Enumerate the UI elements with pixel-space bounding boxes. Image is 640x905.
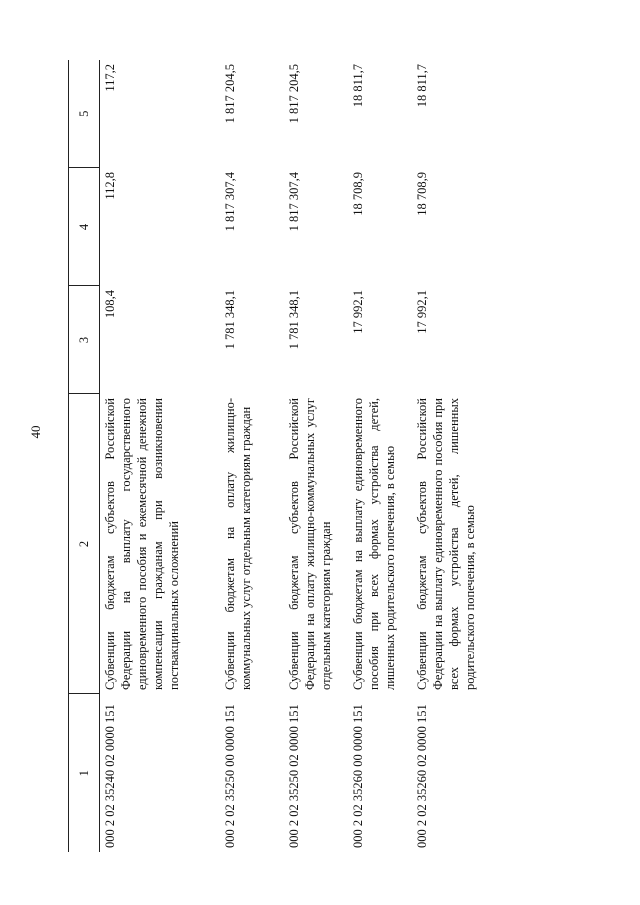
value-col4: 18 708,9 — [350, 172, 365, 216]
value-col4: 1 817 307,4 — [222, 172, 237, 232]
item-name: Субвенции бюджетам на выплату единовременного пособия при всех формах устройства детей, лишенных родительского попечения, в семью — [350, 398, 397, 690]
column-header-1: 1 — [69, 694, 100, 852]
value-col4: 1 817 307,4 — [286, 172, 301, 232]
rotated-table-container — [68, 60, 568, 852]
value-col5: 18 811,7 — [350, 64, 365, 108]
value-col4: 18 708,9 — [414, 172, 429, 216]
page-number: 40 — [28, 425, 43, 439]
table-row — [284, 60, 348, 852]
value-col5: 117,2 — [103, 64, 117, 92]
budget-code: 000 2 02 35240 02 0000 151 — [103, 704, 117, 848]
budget-code: 000 2 02 35260 00 0000 151 — [350, 704, 365, 848]
column-header-5: 5 — [69, 60, 100, 168]
budget-code: 000 2 02 35260 02 0000 151 — [414, 704, 429, 848]
value-col3: 17 992,1 — [350, 290, 365, 334]
table-header-row — [69, 60, 100, 852]
value-col5: 18 811,7 — [414, 64, 429, 108]
budget-table — [68, 60, 490, 852]
item-name: Субвенции бюджетам на оплату жилищно-коммунальных услуг отдельным категориям граждан — [222, 398, 253, 690]
item-name: Субвенции бюджетам субъектов Российской Федерации на выплату единовременного пособия при всех формах устройства детей, лишенных родительского попечения, в семью — [414, 398, 477, 690]
table-row — [348, 60, 412, 852]
value-col3: 17 992,1 — [414, 290, 429, 334]
value-col4: 112,8 — [103, 172, 117, 200]
budget-code: 000 2 02 35250 02 0000 151 — [286, 704, 301, 848]
table-row — [100, 60, 220, 852]
value-col5: 1 817 204,5 — [286, 64, 301, 124]
item-name: Субвенции бюджетам субъектов Российской Федерации на выплату государственного единовременного пособия и ежемесячной денежной компенсации гражданам при возникновении поствакцинальных осложнений — [103, 398, 181, 690]
value-col5: 1 817 204,5 — [222, 64, 237, 124]
value-col3: 1 781 348,1 — [222, 290, 237, 350]
table-row — [412, 60, 490, 852]
value-col3: 1 781 348,1 — [286, 290, 301, 350]
column-header-2: 2 — [69, 394, 100, 694]
table-row — [220, 60, 284, 852]
item-name: Субвенции бюджетам субъектов Российской Федерации на оплату жилищно-коммунальных услуг отдельным категориям граждан — [286, 398, 333, 690]
column-header-3: 3 — [69, 286, 100, 394]
value-col3: 108,4 — [103, 290, 117, 319]
budget-code: 000 2 02 35250 00 0000 151 — [222, 704, 237, 848]
column-header-4: 4 — [69, 168, 100, 286]
